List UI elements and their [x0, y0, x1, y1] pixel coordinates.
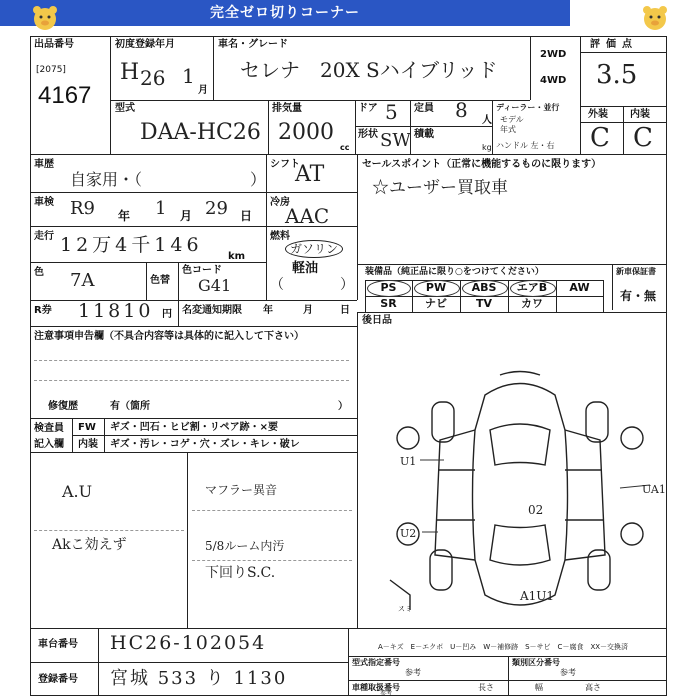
- mascot-icon-left: [30, 4, 60, 34]
- displacement-value: 2000: [278, 120, 334, 145]
- color-change-label: 色替: [150, 275, 170, 286]
- sales-point-label: セールスポイント（正常に機能するものに限ります）: [362, 159, 602, 170]
- fuel-diesel: 軽油: [292, 261, 319, 276]
- category-label: 類別区分番号: [512, 658, 560, 667]
- inspection-day-suffix: 日: [240, 209, 253, 223]
- notes-label: 注意事項申告欄（不具合内容等は具体的に記入して下さい）: [34, 331, 304, 342]
- lot-number: 4167: [38, 82, 92, 109]
- inspector-interior-items: ギズ・汚レ・コゲ・穴・ズレ・キレ・破レ: [110, 439, 300, 450]
- doors-label: ドア: [358, 103, 378, 114]
- equipment-sr: SR: [380, 297, 397, 310]
- equipment-pw: PW: [425, 281, 447, 294]
- category-ref: 参考: [560, 668, 576, 677]
- car-name-value: セレナ 20X Sハイブリッド: [240, 58, 498, 82]
- diagram-sumi-label: スミ: [398, 605, 412, 613]
- remark-right-3: 下回りS.C.: [205, 565, 276, 581]
- color-code-label: 色コード: [182, 265, 222, 276]
- name-change-year: 年: [263, 305, 273, 316]
- sales-point-value: ☆ユーザー買取車: [372, 178, 508, 198]
- rating-value: 3.5: [596, 60, 638, 90]
- shift-value: AT: [295, 162, 325, 187]
- history-label: 車歴: [34, 159, 54, 170]
- doors-value: 5: [385, 100, 398, 124]
- color-code-value: G41: [198, 276, 232, 295]
- remark-left-1: A.U: [62, 482, 93, 501]
- history-close: ）: [250, 170, 267, 189]
- displacement-label: 排気量: [272, 103, 302, 114]
- page-title: 完全ゼロ切りコーナー: [0, 0, 570, 26]
- name-change-day: 日: [340, 305, 350, 316]
- interior-grade: C: [633, 123, 653, 153]
- inspection-month: 1: [155, 198, 167, 219]
- repair-close: ）: [338, 401, 348, 412]
- model-value: DAA-HC26: [140, 120, 261, 145]
- load-label: 積載: [414, 129, 434, 140]
- model-label: 型式: [115, 103, 135, 114]
- damage-mark-a1u1: A1U1: [520, 589, 555, 603]
- length-label: 長さ: [478, 683, 494, 692]
- width-label: 幅: [535, 683, 543, 692]
- recycle-label: R券: [34, 305, 52, 316]
- first-reg-year: 26: [140, 66, 166, 90]
- handle-label: ハンドル 左・右: [496, 141, 555, 150]
- equipment-abs: ABS: [471, 281, 497, 294]
- fuel-label: 燃料: [270, 231, 290, 242]
- load-unit: kg: [482, 143, 492, 152]
- capacity-label: 定員: [414, 103, 434, 114]
- equipment-navi: ナビ: [425, 297, 447, 310]
- mileage-value: 12万4千146: [60, 234, 203, 256]
- lot-small-number: [2075]: [36, 65, 66, 75]
- displacement-unit: cc: [340, 143, 350, 152]
- recycle-value: 11810: [78, 300, 154, 322]
- repair-value: 有（箇所: [110, 401, 150, 412]
- inspector-label: 検査員: [34, 423, 64, 434]
- mileage-unit: km: [228, 251, 246, 262]
- shift-label: シフト: [270, 159, 300, 170]
- exterior-grade: C: [590, 123, 610, 153]
- type-designation-ref: 参考: [405, 668, 421, 677]
- first-reg-month-suffix: 月: [198, 85, 208, 96]
- equipment-leather: カワ: [521, 297, 543, 310]
- car-body-diagram: [380, 370, 660, 620]
- year-label: 年式: [500, 125, 516, 134]
- repair-label: 修復歴: [48, 401, 78, 412]
- chassis-value: HC26-102054: [110, 632, 267, 654]
- history-value: 自家用・（: [70, 170, 143, 189]
- vehicle-type-number-label: 車種取扱番号: [352, 683, 400, 692]
- color-label: 色: [34, 267, 44, 278]
- fuel-gasoline: ガソリン: [285, 240, 343, 258]
- inspector-interior: 内装: [78, 439, 98, 450]
- inspector-fw-items: ギズ・凹石・ヒビ割・リペア跡・×要: [110, 422, 278, 433]
- first-reg-era: H: [120, 60, 140, 85]
- mascot-icon-right: [640, 4, 670, 34]
- inspector-memo-label: 記入欄: [34, 439, 64, 450]
- ac-label: 冷房: [270, 197, 290, 208]
- name-change-label: 名変通知期限: [182, 305, 242, 316]
- shape-value: SW: [380, 130, 411, 151]
- car-name-label: 車名・グレード: [218, 39, 288, 50]
- chassis-label: 車台番号: [38, 639, 78, 650]
- equipment-aw: AW: [569, 281, 590, 294]
- equipment-airbag: エアB: [516, 281, 548, 294]
- rating-label: 評価点: [590, 39, 638, 50]
- first-reg-label: 初度登録年月: [115, 39, 175, 50]
- drive-4wd: 4WD: [540, 75, 567, 86]
- interior-label: 内装: [630, 109, 650, 120]
- damage-mark-u1: U1: [400, 455, 417, 468]
- new-warranty-value: 有・無: [620, 289, 657, 303]
- inspection-label: 車検: [34, 197, 54, 208]
- shape-label: 形状: [358, 129, 378, 140]
- mileage-label: 走行: [34, 231, 54, 242]
- plate-value: 宮城 533 り 1130: [110, 668, 288, 689]
- inspection-year-suffix: 年: [118, 209, 131, 223]
- after-install-label: 後日品: [362, 315, 392, 326]
- capacity-value: 8: [455, 98, 468, 122]
- dealer-label: ディーラー・並行: [496, 103, 560, 112]
- plate-label: 登録番号: [38, 674, 78, 685]
- vehicle-type-ref: 参考: [380, 690, 393, 697]
- model-year-label: モデル: [500, 115, 524, 124]
- remark-right-1: マフラー異音: [205, 483, 278, 497]
- lot-label: 出品番号: [34, 39, 74, 50]
- recycle-unit: 円: [162, 309, 172, 320]
- damage-mark-02: 02: [528, 503, 544, 517]
- height-label: 高さ: [585, 683, 601, 692]
- equipment-label: 装備品（純正品に限り○をつけてください）: [365, 267, 544, 277]
- remark-left-2: Akこ効えず: [52, 537, 127, 553]
- inspection-day: 29: [205, 198, 228, 219]
- equipment-ps: PS: [380, 281, 397, 294]
- inspector-fw: FW: [78, 422, 96, 433]
- inspection-month-suffix: 月: [180, 209, 193, 223]
- remark-right-2: 5/8ルーム内汚: [205, 539, 285, 553]
- inspection-era: R9: [70, 198, 96, 219]
- damage-legend: A－キズ E－エクボ U－凹み W－補修跡 S－サビ C－腐食 XX－交換済: [378, 643, 629, 651]
- color-value: 7A: [70, 270, 95, 291]
- type-designation-label: 型式指定番号: [352, 658, 400, 667]
- equipment-tv: TV: [475, 297, 493, 310]
- damage-mark-ua1: UA1: [642, 483, 666, 496]
- damage-mark-u2: U2: [400, 527, 417, 540]
- capacity-unit: 人: [482, 115, 492, 126]
- first-reg-month: 1: [182, 64, 195, 88]
- name-change-month: 月: [303, 305, 313, 316]
- new-warranty-label: 新車保証書: [616, 267, 656, 276]
- ac-value: AAC: [285, 204, 330, 228]
- exterior-label: 外装: [588, 109, 608, 120]
- drive-2wd: 2WD: [540, 49, 567, 60]
